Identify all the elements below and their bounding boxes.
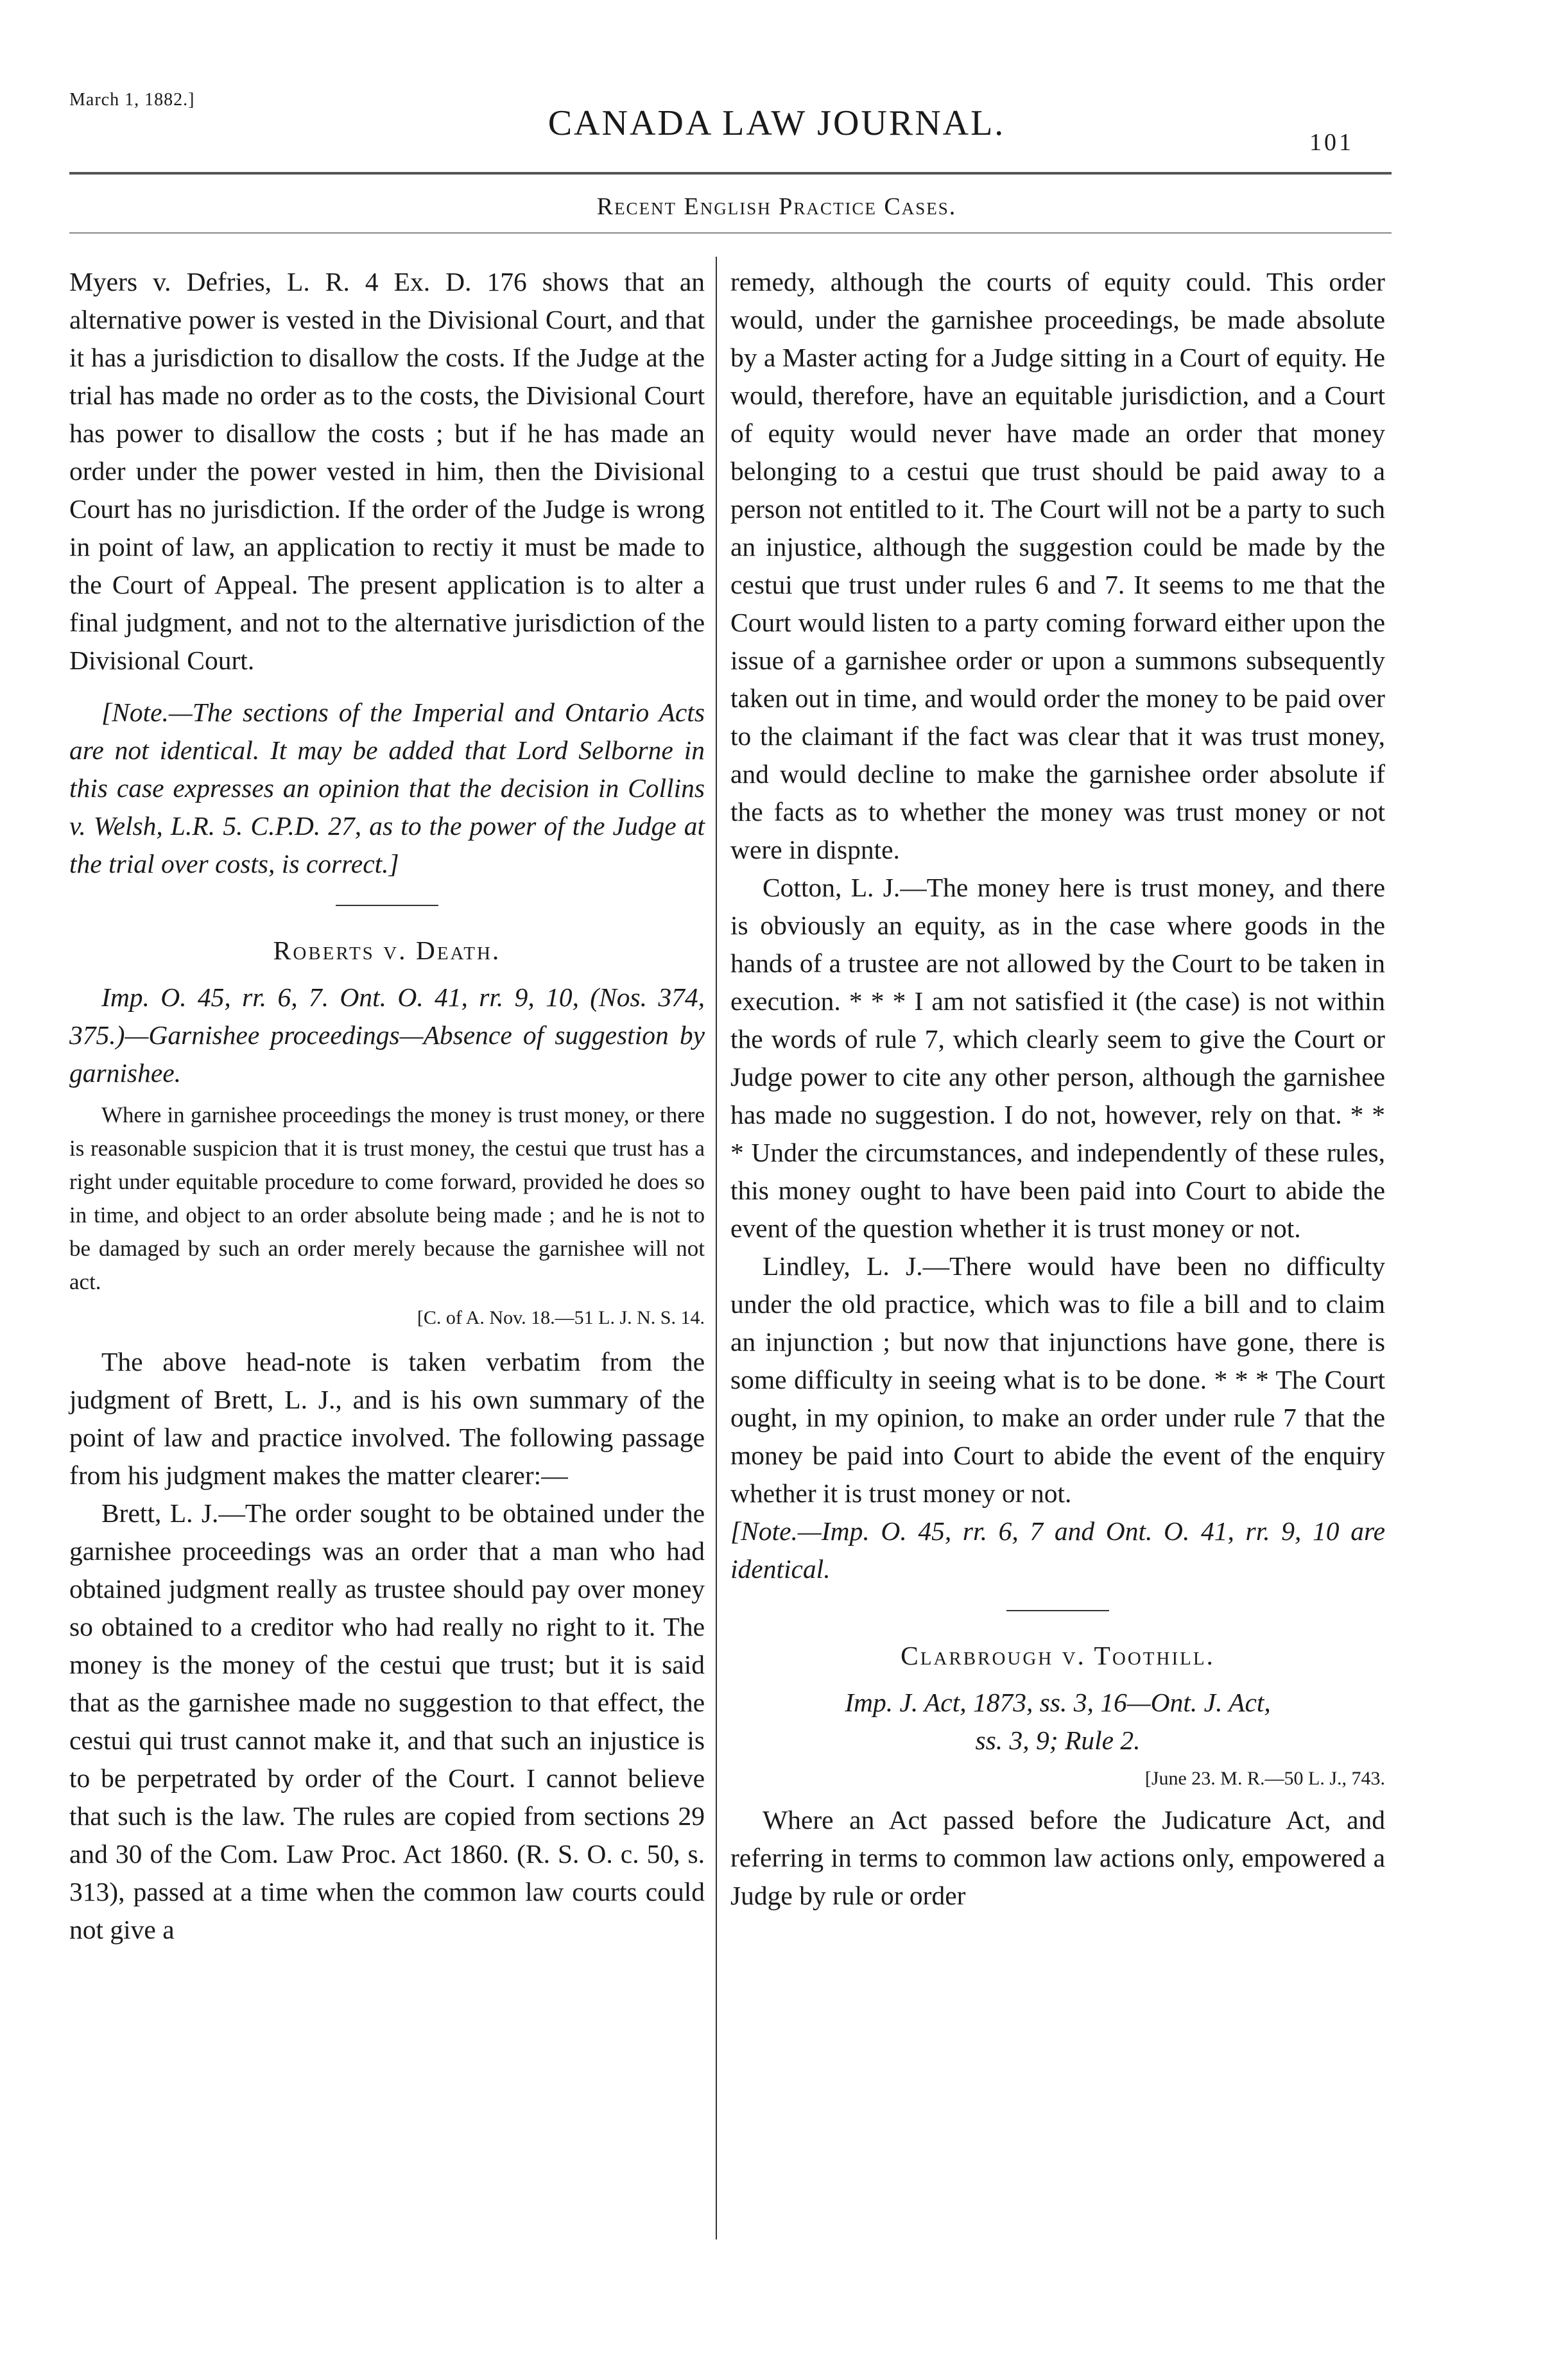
case-separator (336, 905, 438, 906)
headnote-comment: The above head-note is taken verbatim from the judgment of Brett, L. J., and is his own summary of the point of law and practice involved. The following passage from his judgment makes the matter clearer:— (69, 1347, 705, 1490)
note-identical-rules: [Note.—Imp. O. 45, rr. 6, 7 and Ont. O. 41, rr. 9, 10 are identical. (730, 1516, 1385, 1584)
case-rules-roberts: Imp. O. 45, rr. 6, 7. Ont. O. 41, rr. 9, 10, (Nos. 374, 375.)—Garnishee proceedings—Absence of suggestion by garnishee. (69, 982, 705, 1088)
clarbrough-headnote: Where an Act passed before the Judicature Act, and referring in terms to common law actions only, empowered a Judge by rule or order (730, 1805, 1385, 1910)
citation-roberts: [C. of A. Nov. 18.—51 L. J. N. S. 14. (417, 1307, 705, 1328)
page-number: 101 (1309, 129, 1354, 156)
citation-clarbrough: [June 23. M. R.—50 L. J., 743. (1144, 1768, 1385, 1789)
case-title-roberts: Roberts v. Death. (273, 936, 501, 965)
right-column (730, 263, 1385, 1915)
lindley-judgment: Lindley, L. J.—There would have been no difficulty under the old practice, which was to file a bill and to claim an injunction ; but now that injunctions have gone, there is some difficulty in seeing what is to be done. * * * The Court ought, in my opinion, to make an order under rule 7 that the money be paid into Court to abide the event of the enquiry whether it is trust money or not. (730, 1251, 1385, 1508)
note-imperial-ontario: [Note.—The sections of the Imperial and Ontario Acts are not identical. It may be added that Lord Selborne in this case expresses an opinion that the decision in Collins v. Welsh, L.R. 5. C.P.D. 27, as to the power of the Judge at the trial over costs, is correct.] (69, 698, 705, 878)
section-title: Recent English Practice Cases. (596, 193, 957, 220)
brett-continued: remedy, although the courts of equity could. This order would, under the garnishee proceedings, be made absolute by a Master acting for a Judge sitting in a Court of equity. He would, therefore, have an equitable jurisdiction, and a Court of equity would never have made an order that money belonging to a cestui que trust should be paid away to a person not entitled to it. The Court will not be a party to such an injustice, although the suggestion could be made by the cestui que trust under rules 6 and 7. It seems to me that the Court would listen to a party coming forward either upon the issue of a garnishee order or upon a summons subsequently taken out in time, and would order the money to be paid over to the claimant if the fact was clear that it was trust money, and would decline to make the garnishee order absolute if the facts as to whether the money was trust money or not were in dispnte. (730, 267, 1385, 864)
case-title-clarbrough: Clarbrough v. Toothill. (901, 1641, 1215, 1670)
headnote-roberts: Where in garnishee proceedings the money is trust money, or there is reasonable suspicion that it is trust money, the cestui que trust has a right under equitable procedure to come forward, provided he does so in time, and object to an order absolute being made ; and he is not to be damaged by such an order merely because the garnishee will not act. (69, 1102, 705, 1294)
case-rules-clarbrough-line1: Imp. J. Act, 1873, ss. 3, 16—Ont. J. Act, (845, 1688, 1271, 1717)
case-rules-clarbrough-line2: ss. 3, 9; Rule 2. (975, 1725, 1141, 1755)
myers-paragraph: Myers v. Defries, L. R. 4 Ex. D. 176 shows that an alternative power is vested in the Divisional Court, and that it has a jurisdiction to disallow the costs. If the Judge at the trial has made no order as to the costs, the Divisional Court has power to disallow the costs ; but if he has made an order under the power vested in him, then the Divisional Court has no jurisdiction. If the order of the Judge is wrong in point of law, an application to rectiy it must be made to the Court of Appeal. The present application is to alter a final judgment, and not to the alternative jurisdiction of the Divisional Court. (69, 267, 705, 675)
column-divider (716, 257, 717, 2239)
section-rule (69, 232, 1392, 234)
cotton-judgment: Cotton, L. J.—The money here is trust money, and there is obviously an equity, as in the case where goods in the hands of a trustee are not allowed by the Court to be taken in execution. * * * I am not satisfied it (the case) is not within the words of rule 7, which clearly seem to give the Court or Judge power to cite any other person, although the garnishee has made no suggestion. I do not, however, rely on that. * * * Under the circumstances, and independently of these rules, this money ought to have been paid into Court to abide the event of the question whether it is trust money or not. (730, 873, 1385, 1243)
journal-title: CANADA LAW JOURNAL. (548, 103, 1006, 143)
brett-judgment: Brett, L. J.—The order sought to be obtained under the garnishee proceedings was an order that a man who had obtained judgment really as trustee should pay over money so obtained to a creditor who had really no right to it. The money is the money of the cestui que trust; but it is said that as the garnishee made no suggestion to that effect, the cestui qui trust cannot make it, and that such an injustice is to be perpetrated by order of the Court. I cannot believe that such is the law. The rules are copied from sections 29 and 30 of the Com. Law Proc. Act 1860. (R. S. O. c. 50, s. 313), passed at a time when the common law courts could not give a (69, 1498, 705, 1944)
issue-date: March 1, 1882.] (69, 90, 195, 110)
header-rule (69, 172, 1392, 175)
left-column (69, 263, 705, 1949)
case-separator-right (1006, 1610, 1109, 1611)
